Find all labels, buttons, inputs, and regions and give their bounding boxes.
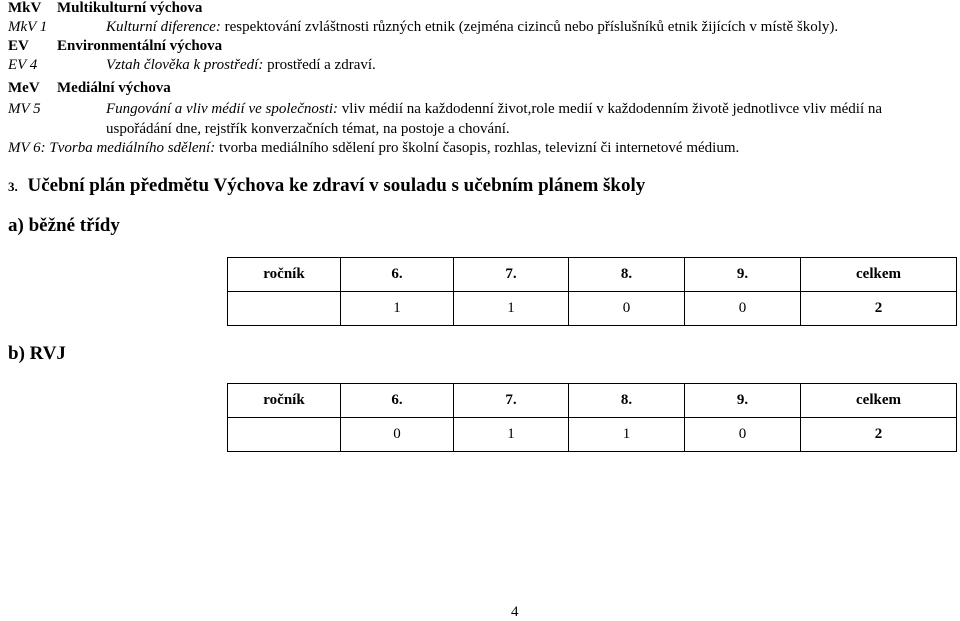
table-a-header-5: celkem: [801, 258, 957, 292]
table-b-header-3: 8.: [569, 384, 685, 418]
mv5-code: MV 5: [8, 101, 41, 117]
ev4-code: EV 4: [8, 57, 38, 73]
table-a-header-4: 9.: [685, 258, 801, 292]
table-b-header-4: 9.: [685, 384, 801, 418]
table-a-cell-1: 1: [341, 292, 454, 326]
table-row: [228, 292, 957, 326]
table-b-header-5: celkem: [801, 384, 957, 418]
mkv1-code: MkV 1: [8, 19, 48, 35]
section-title: Učební plán předmětu Výchova ke zdraví v souladu s učebním plánem školy: [27, 175, 646, 196]
table-a: [227, 257, 957, 326]
mv6-text: tvorba mediálního sdělení pro školní časopis, rozhlas, televizní či internetové médium.: [215, 140, 740, 156]
mkv-title: Multikulturní výchova: [57, 0, 203, 16]
mv5-text-cont: uspořádání dne, rejstřík konverzačních témat, na postoje a chování.: [106, 121, 510, 137]
mkv-code: MkV: [8, 0, 42, 16]
ev4-text: prostředí a zdraví.: [263, 57, 376, 73]
table-a-header-2: 7.: [454, 258, 569, 292]
ev-code: EV: [8, 38, 29, 54]
table-a-cell-5: 2: [801, 292, 957, 326]
table-b-cell-4: 0: [685, 418, 801, 452]
mv5-topic: Fungování a vliv médií ve společnosti:: [106, 101, 339, 117]
table-row: [228, 258, 957, 292]
table-a-cell-3: 0: [569, 292, 685, 326]
table-b-header-2: 7.: [454, 384, 569, 418]
table-b-cell-5: 2: [801, 418, 957, 452]
table-row: [228, 418, 957, 452]
table-a-header-1: 6.: [341, 258, 454, 292]
mev-code: MeV: [8, 80, 40, 96]
section-number: 3.: [8, 179, 18, 194]
mkv1-topic: Kulturní diference:: [106, 19, 221, 35]
mkv1-text: respektování zvláštnosti různých etnik (zejména cizinců nebo příslušníků etnik žijících v místě školy).: [220, 19, 839, 35]
table-b-label: b) RVJ: [8, 343, 66, 364]
section-heading: [8, 175, 645, 197]
table-row: [228, 384, 957, 418]
mv5-text: vliv médií na každodenní život,role medií v každodenním životě jednotlivce vliv médií na: [338, 101, 883, 117]
table-b: [227, 383, 957, 452]
mv6-line: [8, 140, 739, 157]
table-b-cell-3: 1: [569, 418, 685, 452]
table-b-cell-0: [228, 418, 341, 452]
mv6-topic: MV 6: Tvorba mediálního sdělení:: [8, 140, 216, 156]
table-a-cell-0: [228, 292, 341, 326]
mev-title: Mediální výchova: [57, 80, 171, 96]
table-b-cell-2: 1: [454, 418, 569, 452]
ev-title: Environmentální výchova: [57, 38, 223, 54]
table-a-header-3: 8.: [569, 258, 685, 292]
ev4-topic: Vztah člověka k prostředí:: [106, 57, 264, 73]
table-b-header-0: ročník: [228, 384, 341, 418]
table-a-cell-2: 1: [454, 292, 569, 326]
page-number: 4: [511, 604, 519, 620]
table-a-cell-4: 0: [685, 292, 801, 326]
table-a-label: a) běžné třídy: [8, 215, 120, 236]
table-b-cell-1: 0: [341, 418, 454, 452]
table-b-header-1: 6.: [341, 384, 454, 418]
table-a-header-0: ročník: [228, 258, 341, 292]
